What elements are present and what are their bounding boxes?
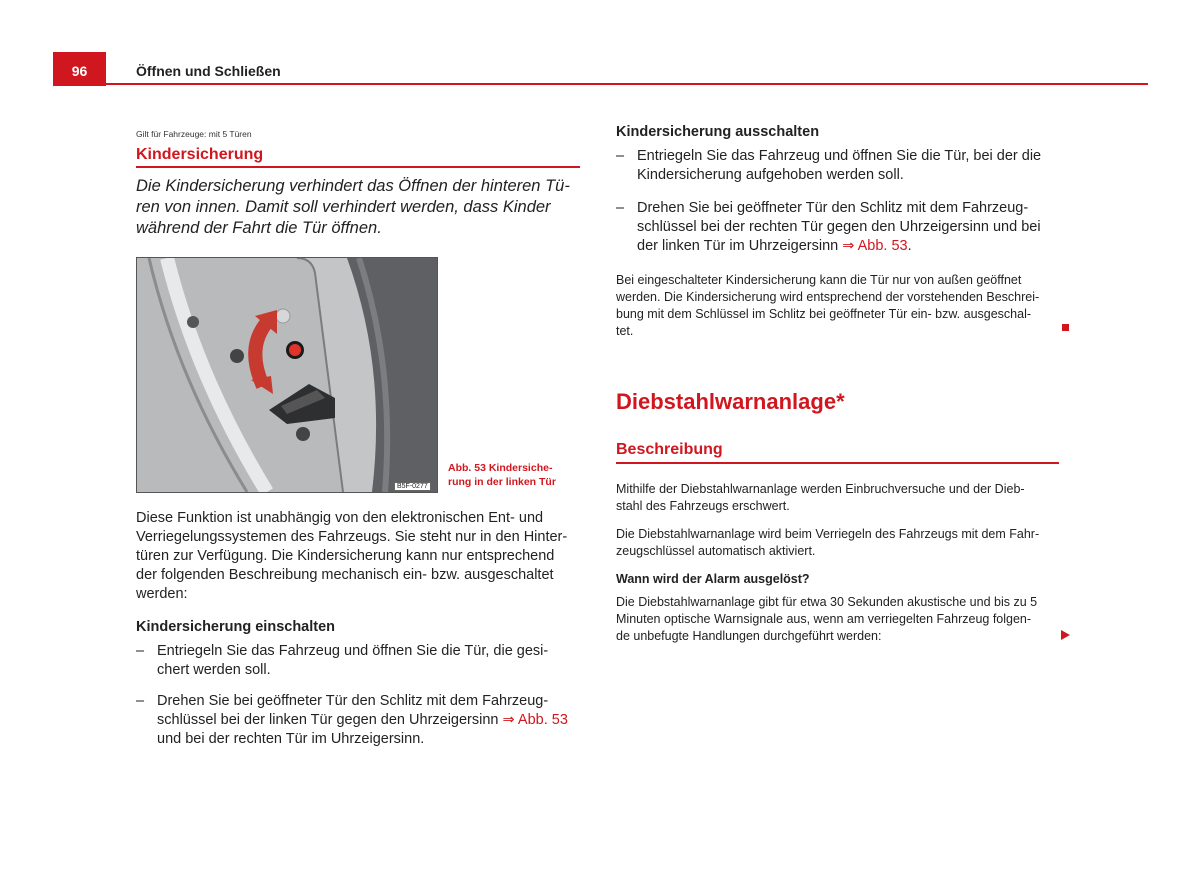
description-paragraph-1: Mithilfe der Diebstahlwarnanlage werden Einbruchversuche und der Dieb- stahl des Fahrzeugs erschwert. xyxy=(616,482,1025,513)
intro-text: Die Kindersicherung verhindert das Öffnen der hinteren Tü- ren von innen. Damit soll verhindert werden, dass Kinder während der Fahrt die Tür öffnen. xyxy=(136,177,570,237)
subsection-rule xyxy=(616,462,1059,464)
chapter-heading-diebstahlwarnanlage: Diebstahlwarnanlage* xyxy=(616,389,845,414)
page-number: 96 xyxy=(71,63,88,79)
chapter-title: Öffnen und Schließen xyxy=(136,63,281,79)
section-heading-kindersicherung: Kindersicherung xyxy=(136,146,264,163)
figure-reference-link[interactable]: ⇒ Abb. 53 xyxy=(502,712,568,728)
step-dash: – xyxy=(616,200,625,216)
figure-child-lock-illustration xyxy=(136,257,438,493)
step-dash: – xyxy=(136,643,145,659)
figure-reference-link[interactable]: ⇒ Abb. 53 xyxy=(842,238,908,254)
subsection-heading-beschreibung: Beschreibung xyxy=(616,441,723,458)
alarm-heading: Wann wird der Alarm ausgelöst? xyxy=(616,572,810,586)
section-rule xyxy=(136,166,580,168)
door-lock-drawing xyxy=(137,258,437,492)
header-rule xyxy=(106,83,1148,85)
description-paragraph-2: Die Diebstahlwarnanlage wird beim Verriegeln des Fahrzeugs mit dem Fahr- zeugschlüssel automatisch aktiviert. xyxy=(616,527,1040,558)
figure-code-label: B5F-0277 xyxy=(394,482,431,491)
figure-caption: Abb. 53 Kindersiche- rung in der linken Tür xyxy=(448,462,556,488)
body-paragraph: Diese Funktion ist unabhängig von den elektronischen Ent- und Verriegelungssystemen des Fahrzeugs. Sie steht nur in den Hinter- türen zur Verfügung. Die Kindersicherung kann nur entsprechend der folgenden Beschreibung mechanisch ein- bzw. ausgeschaltet werden: xyxy=(136,510,568,602)
continue-arrow-icon xyxy=(1061,630,1070,640)
alarm-paragraph: Die Diebstahlwarnanlage gibt für etwa 30 Sekunden akustische und bis zu 5 Minuten optische Warnsignale aus, wenn am verriegelten Fahrzeug folgen- de unbefugte Handlungen durchgeführt werden: xyxy=(616,595,1038,643)
enable-heading: Kindersicherung einschalten xyxy=(136,619,336,635)
step-dash: – xyxy=(136,693,145,709)
section-end-square-icon xyxy=(1062,324,1069,331)
applies-to-note: Gilt für Fahrzeuge: mit 5 Türen xyxy=(136,129,252,139)
disable-heading: Kindersicherung ausschalten xyxy=(616,124,820,140)
step-dash: – xyxy=(616,148,625,164)
child-lock-note: Bei eingeschalteter Kindersicherung kann die Tür nur von außen geöffnet werden. Die Kindersicherung wird entsprechend der vorstehenden Beschrei- bung mit dem Schlüssel im Schlitz bei geöffneter Tür ein- bzw. ausgeschal- tet. xyxy=(616,273,1040,338)
